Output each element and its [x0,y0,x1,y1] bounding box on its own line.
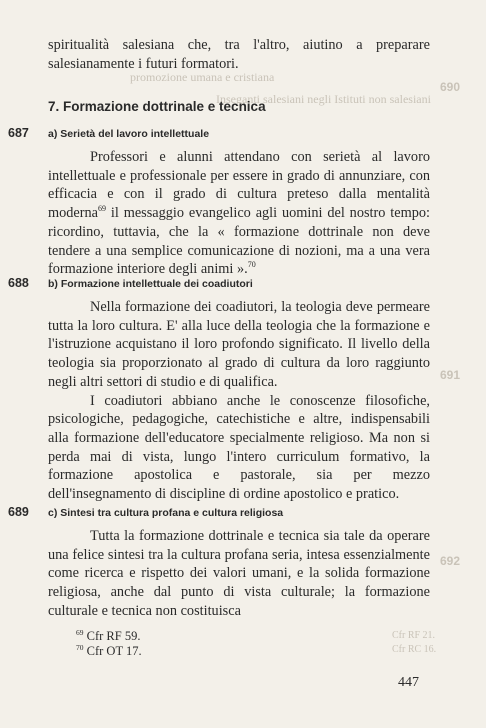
paragraph-text: Professori e alunni attendano con serietà al lavoro intellettuale e professionale per essere in grado di annunziare, con efficacia e con il grado di cultura preteso dalla mentalità moderna [48,149,430,222]
bleed-through-number: 690 [440,80,461,94]
article-body-689 [48,527,430,621]
article-number-689: 689 [8,505,29,519]
paragraph-text: spiritualità salesiana che, tra l'altro, aiutino a preparare salesianamente i futuri formatori. [48,37,430,72]
paragraph-text: Tutta la formazione dottrinale e tecnica sia tale da operare una felice sintesi tra la cultura profana seria, intesa essenzialmente come ricerca e rispetto dei valori umani, e la solida formazione religiosa, anche dal punto di vista culturale; la formazione culturale e tecnica non costituisca [48,528,430,619]
article-number-688: 688 [8,276,29,290]
article-body-688 [48,298,430,504]
article-body-687 [48,148,430,279]
paragraph-text: I coadiutori abbiano anche le conoscenze filosofiche, psicologiche, pedagogiche, catechistiche e altre, indispensabili alla formazione dell'educatore specialmente religioso. Ma non si perda mai di vista, lungo l'intero curriculum formativo, la formazione apostolica e pastorale, sia per mezzo dell'insegnamento di discipline di ordine apostolico e pratico. [48,392,430,503]
footnote-ref: 70 [247,260,256,270]
bleed-through-text: Inseganti salesiani negli Istituti non salesiani [216,92,431,106]
bleed-through-number: 691 [440,368,461,382]
paragraph-text: il messaggio evangelico agli uomini del nostro tempo: ricordino, tuttavia, che la « formazione dottrinale non deve tendere a una semplice comunicazione di nozioni, ma a una vera formazione interiore degli animi ». [48,205,430,278]
footnote-text: Cfr OT 17. [86,644,142,658]
footnote [76,643,142,659]
footnote-mark: 70 [76,642,84,652]
footnote-mark: 69 [76,627,84,637]
article-number-687: 687 [8,126,29,140]
footnote [76,628,140,644]
paragraph-text: Nella formazione dei coadiutori, la teologia deve permeare tutta la loro cultura. E' alla luce della teologia che la formazione e l'istruzione acquistano il loro profondo significato. Il livello della teologia sia proporzionato al grado di cultura da loro raggiunto negli altri settori di studio e di qualifica. [48,299,430,390]
bleed-through-text: promozione umana e cristiana [130,70,275,84]
article-heading-687: a) Serietà del lavoro intellettuale [48,128,210,140]
paragraph [48,148,430,279]
article-heading-688: b) Formazione intellettuale dei coadiutori [48,278,253,290]
bleed-through-text: Cfr RC 16. [392,644,437,655]
footnote-text: Cfr RF 59. [86,629,141,643]
section-number: 7. [48,99,60,114]
article-heading-689: c) Sintesi tra cultura profana e cultura religiosa [48,507,284,519]
section-heading [48,99,266,114]
carryover-paragraph [48,36,430,73]
footnote-ref: 69 [98,204,107,214]
bleed-through-text: Cfr RF 21. [392,630,436,641]
page-number: 447 [398,675,419,690]
section-title: Formazione dottrinale e tecnica [63,99,266,114]
bleed-through-number: 692 [440,554,461,568]
